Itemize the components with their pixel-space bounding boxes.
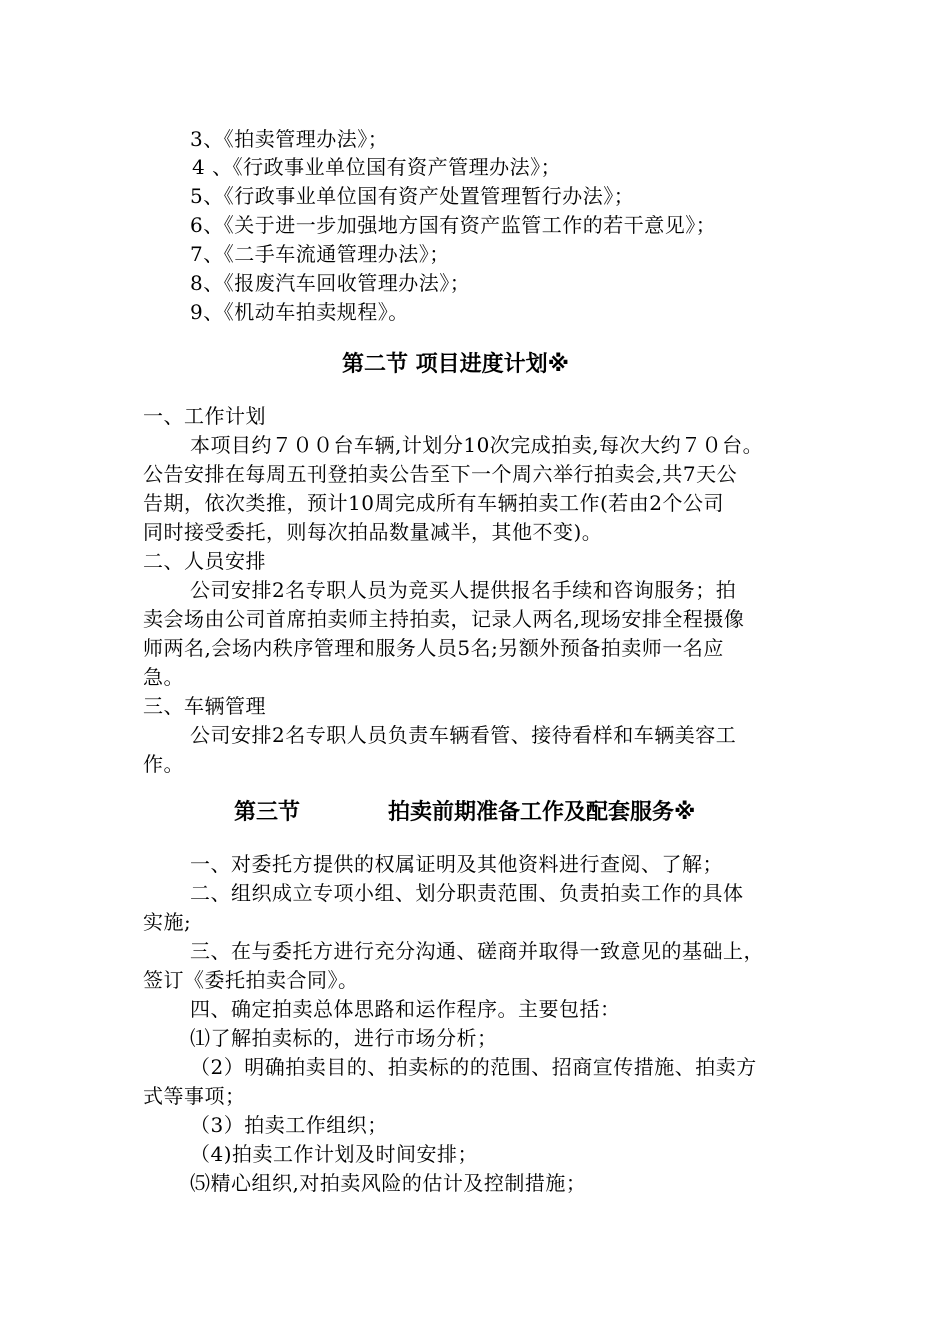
prep-line: 签订《委托拍卖合同》。 [143,968,359,992]
section2-heading: 第二节 项目进度计划※ [342,352,570,377]
law-item-9: 9、《机动车拍卖规程》。 [190,300,409,324]
prep-line: ⑴了解拍卖标的，进行市场分析； [190,1026,498,1050]
law-item-4: 4 、《行政事业单位国有资产管理办法》； [192,155,562,179]
staff-title: 二、人员安排 [143,549,266,573]
prep-line: 式等事项； [143,1084,246,1108]
law-item-6: 6、《关于进一步加强地方国有资产监管工作的若干意见》； [190,213,717,237]
law-item-3: 3、《拍卖管理办法》； [190,127,389,151]
staff-line: 急。 [143,665,184,689]
prep-line: 四、确定拍卖总体思路和运作程序。主要包括： [190,997,621,1021]
plan-line: 本项目约７００台车辆,计划分10次完成拍卖,每次大约７０台。 [190,433,764,457]
law-item-8: 8、《报废汽车回收管理办法》； [190,271,471,295]
vehicle-line: 作。 [143,752,184,776]
prep-line: 三、在与委托方进行充分沟通、磋商并取得一致意见的基础上， [190,939,764,963]
prep-line: （4)拍卖工作计划及时间安排； [190,1142,479,1166]
prep-line: 实施; [143,910,192,934]
prep-line: （2）明确拍卖目的、拍卖标的的范围、招商宣传措施、拍卖方 [190,1055,757,1079]
staff-line: 师两名,会场内秩序管理和服务人员5名;另额外预备拍卖师一名应 [143,636,724,660]
prep-line: 一、对委托方提供的权属证明及其他资料进行查阅、了解； [190,852,723,876]
law-item-7: 7、《二手车流通管理办法》； [190,242,450,266]
section3-heading-title: 拍卖前期准备工作及配套服务※ [388,800,696,825]
law-item-5: 5、《行政事业单位国有资产处置管理暂行办法》； [190,184,635,208]
prep-line: （3）拍卖工作组织； [190,1113,388,1137]
staff-line: 公司安排2名专职人员为竞买人提供报名手续和咨询服务；拍 [190,578,737,602]
vehicle-title: 三、车辆管理 [143,694,266,718]
vehicle-line: 公司安排2名专职人员负责车辆看管、接待看样和车辆美容工 [190,723,737,747]
section3-heading-number: 第三节 [234,800,301,825]
prep-line: 二、组织成立专项小组、划分职责范围、负责拍卖工作的具体 [190,881,744,905]
staff-line: 卖会场由公司首席拍卖师主持拍卖，记录人两名,现场安排全程摄像 [143,607,745,631]
plan-title: 一、工作计划 [143,404,266,428]
plan-line: 公告安排在每周五刊登拍卖公告至下一个周六举行拍卖会,共7天公 [143,462,738,486]
plan-line: 同时接受委托，则每次拍品数量减半，其他不变)。 [143,520,603,544]
plan-line: 告期，依次类推，预计10周完成所有车辆拍卖工作(若由2个公司 [143,491,724,515]
prep-line: ⑸精心组织,对拍卖风险的估计及控制措施； [190,1171,587,1195]
